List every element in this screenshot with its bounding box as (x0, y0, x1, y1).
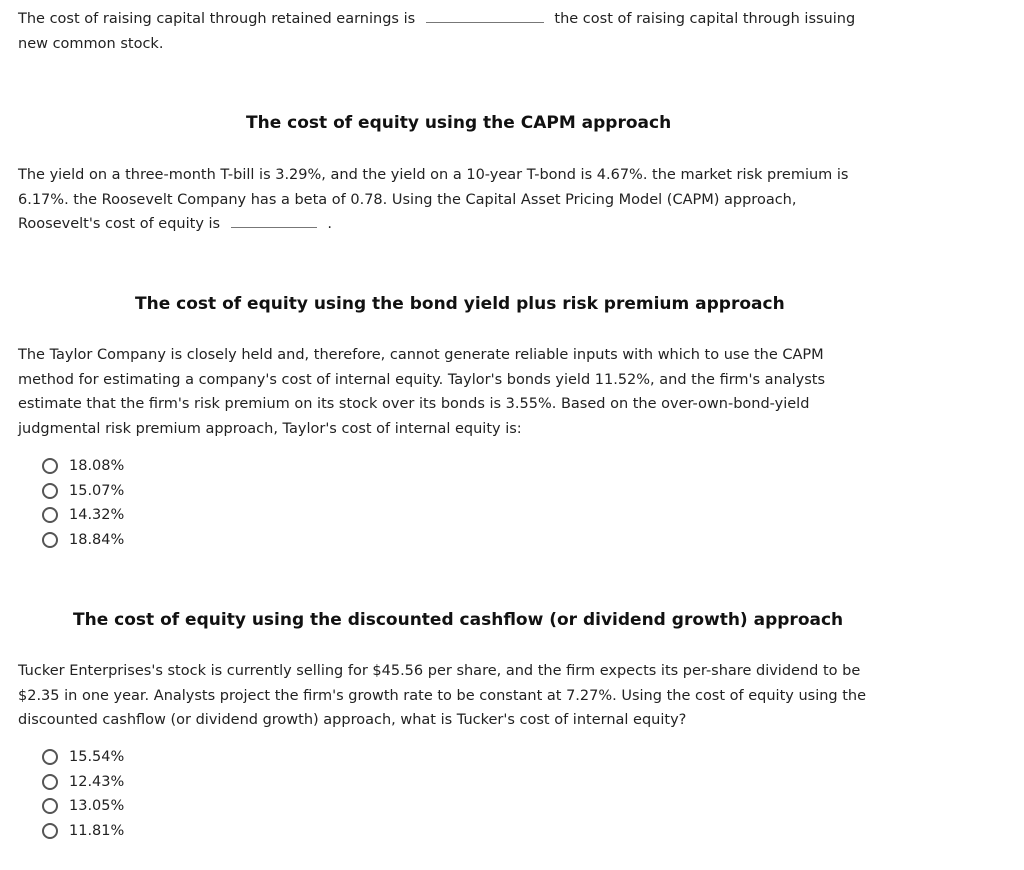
intro-text-before: The cost of raising capital through retained earnings is (18, 11, 416, 27)
bond-yield-heading: The cost of equity using the bond yield plus risk premium approach (135, 294, 785, 314)
radio-button-icon[interactable] (42, 749, 58, 765)
capm-line-3-after: . (327, 216, 332, 232)
bond-yield-line-2: method for estimating a company's cost of internal equity. Taylor's bonds yield 11.52%, and the firm's analysts (18, 371, 826, 388)
option-label: 13.05% (69, 798, 125, 815)
option-label: 18.84% (69, 532, 125, 549)
option-label: 18.08% (69, 458, 125, 475)
bond-yield-option-4[interactable] (42, 528, 124, 553)
option-label: 11.81% (69, 823, 125, 840)
dcf-line-1: Tucker Enterprises's stock is currently selling for $45.56 per share, and the firm expects its per-share dividend to be (18, 663, 861, 679)
dcf-line-3: discounted cashflow (or dividend growth) approach, what is Tucker's cost of internal equity? (18, 712, 687, 728)
bond-yield-options (42, 454, 124, 552)
radio-button-icon[interactable] (42, 507, 58, 523)
bond-yield-question (18, 343, 918, 441)
radio-button-icon[interactable] (42, 798, 58, 814)
bond-yield-option-2[interactable] (42, 479, 124, 504)
capm-heading: The cost of equity using the CAPM approach (246, 113, 672, 133)
bond-yield-line-4: judgmental risk premium approach, Taylor's cost of internal equity is: (18, 420, 522, 437)
bond-yield-option-3[interactable] (42, 503, 124, 528)
capm-line-3-before: Roosevelt's cost of equity is (18, 216, 221, 232)
intro-line-2: new common stock. (18, 35, 164, 52)
retained-earnings-comparison-dropdown[interactable] (426, 8, 544, 23)
dcf-option-3[interactable] (42, 794, 124, 819)
dcf-option-2[interactable] (42, 770, 124, 795)
radio-button-icon[interactable] (42, 532, 58, 548)
dcf-option-1[interactable] (42, 745, 124, 770)
intro-text-after: the cost of raising capital through issuing (554, 11, 856, 27)
radio-button-icon[interactable] (42, 823, 58, 839)
intro-question (18, 7, 918, 56)
option-label: 15.07% (69, 482, 125, 499)
dcf-options (42, 745, 124, 843)
dcf-line-2: $2.35 in one year. Analysts project the firm's growth rate to be constant at 7.27%. Using the cost of equity using the (18, 687, 867, 704)
dcf-question (18, 659, 918, 733)
option-label: 15.54% (69, 749, 125, 766)
bond-yield-line-1: The Taylor Company is closely held and, therefore, cannot generate reliable inputs with which to use the CAPM (18, 347, 824, 363)
capm-question (18, 163, 918, 237)
capm-line-1: The yield on a three-month T-bill is 3.29%, and the yield on a 10-year T-bond is 4.67%. the market risk premium is (18, 167, 849, 183)
option-label: 12.43% (69, 773, 125, 790)
radio-button-icon[interactable] (42, 458, 58, 474)
dcf-option-4[interactable] (42, 819, 124, 844)
bond-yield-line-3: estimate that the firm's risk premium on its stock over its bonds is 3.55%. Based on the over-own-bond-yield (18, 396, 810, 412)
radio-button-icon[interactable] (42, 483, 58, 499)
dcf-heading: The cost of equity using the discounted cashflow (or dividend growth) approach (73, 610, 844, 630)
bond-yield-option-1[interactable] (42, 454, 124, 479)
radio-button-icon[interactable] (42, 774, 58, 790)
capm-cost-of-equity-dropdown[interactable] (231, 213, 317, 228)
option-label: 14.32% (69, 507, 125, 524)
capm-line-2: 6.17%. the Roosevelt Company has a beta of 0.78. Using the Capital Asset Pricing Model (CAPM) approach, (18, 191, 797, 208)
